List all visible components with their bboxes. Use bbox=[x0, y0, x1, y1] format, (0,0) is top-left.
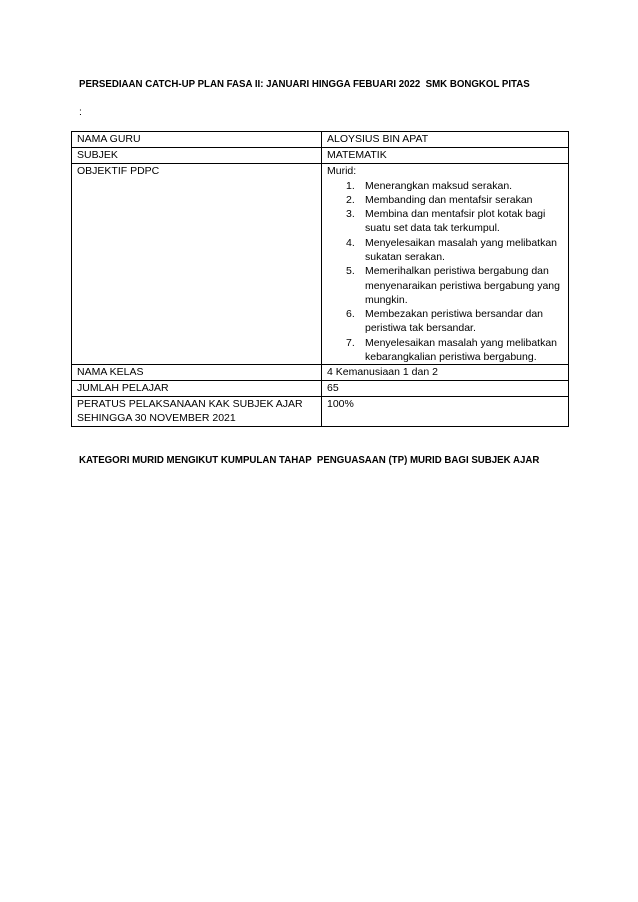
list-item bbox=[327, 336, 563, 365]
info-table bbox=[71, 131, 569, 427]
list-item-number: 7. bbox=[346, 336, 355, 349]
list-item-number: 1. bbox=[346, 179, 355, 192]
student-count-label: JUMLAH PELAJAR bbox=[72, 381, 322, 397]
list-item bbox=[327, 307, 563, 336]
list-item-text: Menerangkan maksud serakan. bbox=[365, 179, 513, 192]
table-row-subject bbox=[72, 148, 569, 164]
list-item-number: 4. bbox=[346, 236, 355, 249]
completion-label bbox=[72, 397, 322, 427]
list-item-text: Membezakan peristiwa bersandar dan peristiwa tak bersandar. bbox=[365, 308, 544, 335]
document-title: PERSEDIAAN CATCH-UP PLAN FASA II: JANUARI HINGGA FEBUARI 2022 SMK BONGKOL PITAS bbox=[79, 79, 530, 90]
section-heading: KATEGORI MURID MENGIKUT KUMPULAN TAHAP PENGUASAAN (TP) MURID BAGI SUBJEK AJAR bbox=[79, 455, 540, 466]
table-row-completion bbox=[72, 397, 569, 427]
objectives-list bbox=[327, 179, 563, 365]
list-item-text: Membina dan mentafsir plot kotak bagi suatu set data tak terkumpul. bbox=[365, 208, 546, 235]
table-row-class bbox=[72, 365, 569, 381]
objectives-cell bbox=[322, 164, 569, 365]
student-count-value: 65 bbox=[322, 381, 569, 397]
list-item-number: 5. bbox=[346, 265, 355, 278]
list-item-number: 3. bbox=[346, 208, 355, 221]
objectives-intro: Murid: bbox=[327, 165, 357, 177]
class-label: NAMA KELAS bbox=[72, 365, 322, 381]
list-item bbox=[327, 236, 563, 265]
list-item bbox=[327, 193, 563, 207]
table-row-teacher bbox=[72, 132, 569, 148]
completion-value: 100% bbox=[322, 397, 569, 427]
list-item bbox=[327, 207, 563, 236]
table-row-objectives bbox=[72, 164, 569, 365]
list-item-text: Membanding dan mentafsir serakan bbox=[365, 193, 533, 206]
colon-marker: : bbox=[79, 106, 82, 118]
table-row-student-count bbox=[72, 381, 569, 397]
list-item-text: Memerihalkan peristiwa bergabung dan menyenaraikan peristiwa bergabung yang mungkin. bbox=[365, 265, 560, 306]
objectives-label: OBJEKTIF PDPC bbox=[72, 164, 322, 365]
list-item-number: 2. bbox=[346, 193, 355, 206]
subject-value: MATEMATIK bbox=[322, 148, 569, 164]
teacher-value: ALOYSIUS BIN APAT bbox=[322, 132, 569, 148]
class-value: 4 Kemanusiaan 1 dan 2 bbox=[322, 365, 569, 381]
list-item bbox=[327, 264, 563, 307]
teacher-label: NAMA GURU bbox=[72, 132, 322, 148]
completion-label-line: PERATUS PELAKSANAAN KAK SUBJEK AJAR bbox=[77, 398, 303, 411]
subject-label: SUBJEK bbox=[72, 148, 322, 164]
list-item-number: 6. bbox=[346, 308, 355, 321]
list-item-text: Menyelesaikan masalah yang melibatkan kebarangkalian peristiwa bergabung. bbox=[365, 336, 558, 364]
completion-label-line: SEHINGGA 30 NOVEMBER 2021 bbox=[77, 412, 236, 425]
list-item bbox=[327, 179, 563, 193]
list-item-text: Menyelesaikan masalah yang melibatkan sukatan serakan. bbox=[365, 236, 558, 263]
